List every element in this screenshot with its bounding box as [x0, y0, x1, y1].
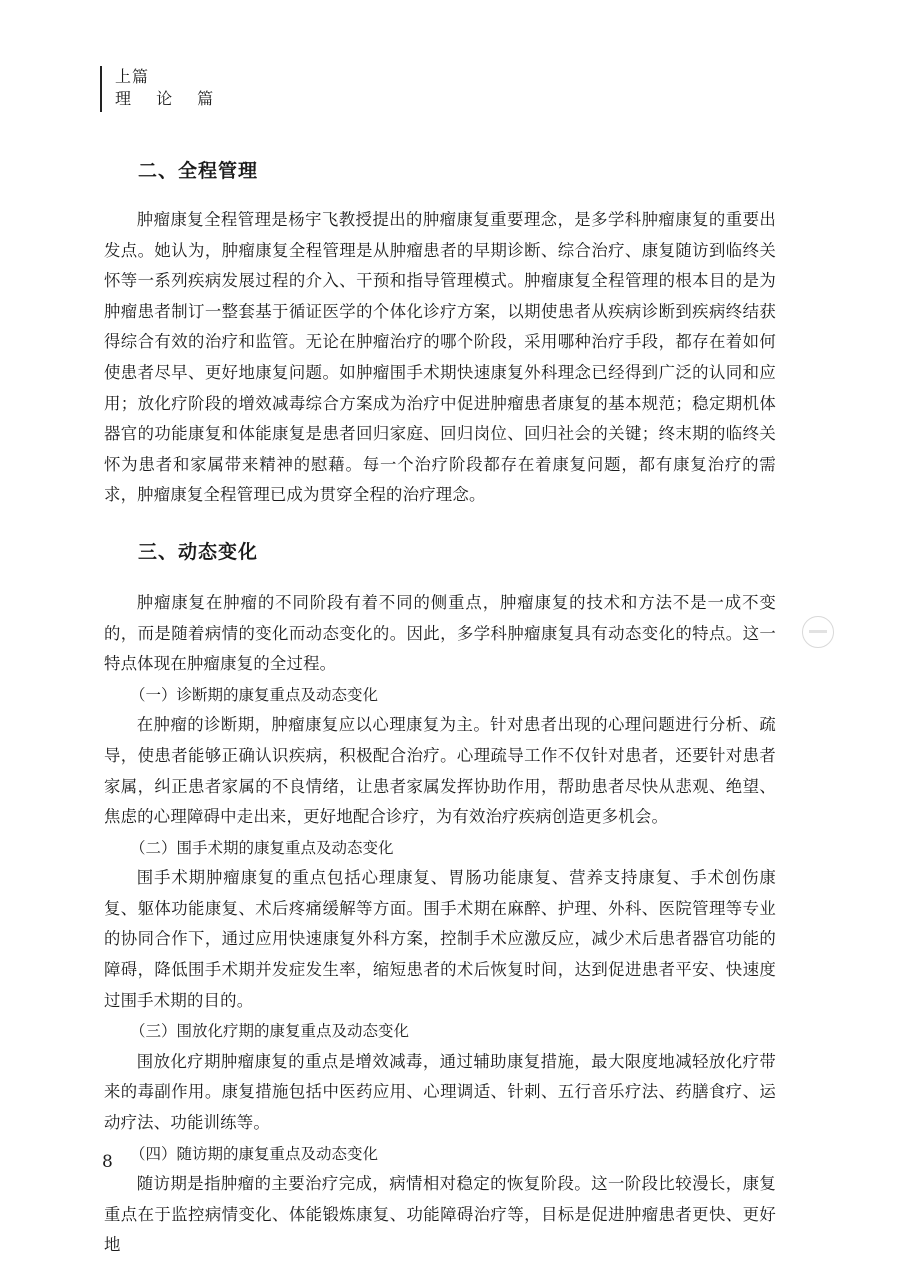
- section-paragraph: 肿瘤康复在肿瘤的不同阶段有着不同的侧重点，肿瘤康复的技术和方法不是一成不变的，而是随着病情的变化而动态变化的。因此，多学科肿瘤康复具有动态变化的特点。这一特点体现在肿瘤康复的全过程。: [104, 592, 776, 674]
- subsection-paragraph: 围放化疗期肿瘤康复的重点是增效减毒，通过辅助康复措施，最大限度地减轻放化疗带来的毒副作用。康复措施包括中医药应用、心理调适、针刺、五行音乐疗法、药膳食疗、运动疗法、功能训练等。: [104, 1051, 776, 1133]
- subsection-paragraph: 在肿瘤的诊断期，肿瘤康复应以心理康复为主。针对患者出现的心理问题进行分析、疏导，使患者能够正确认识疾病，积极配合治疗。心理疏导工作不仅针对患者，还要针对患者家属，纠正患者家属的不良情绪，让患者家属发挥协助作用，帮助患者尽快从悲观、绝望、焦虑的心理障碍中走出来，更好地配合诊疗，为有效治疗疾病创造更多机会。: [104, 715, 776, 827]
- subsection-heading-radio-chemotherapy: （三）围放化疗期的康复重点及动态变化: [130, 1022, 410, 1041]
- subsection-paragraph: 随访期是指肿瘤的主要治疗完成，病情相对稳定的恢复阶段。这一阶段比较漫长，康复重点在于监控病情变化、体能锻炼康复、功能障碍治疗等，目标是促进肿瘤患者更快、更好地: [104, 1174, 776, 1255]
- section-heading-dynamic-change: 三、动态变化: [138, 540, 259, 563]
- subsection-heading-follow-up: （四）随访期的康复重点及动态变化: [130, 1144, 379, 1163]
- header-part-label: 上篇: [115, 67, 150, 86]
- section-heading-full-process-management: 二、全程管理: [138, 160, 259, 182]
- publisher-stamp-icon: [802, 616, 834, 648]
- page-body: [104, 152, 776, 1261]
- page-number: 8: [102, 1152, 113, 1172]
- subsection-heading-perioperative: （二）围手术期的康复重点及动态变化: [130, 838, 394, 857]
- section-paragraph: 肿瘤康复全程管理是杨宇飞教授提出的肿瘤康复重要理念，是多学科肿瘤康复的重要出发点。她认为，肿瘤康复全程管理是从肿瘤患者的早期诊断、综合治疗、康复随访到临终关怀等一系列疾病发展过程的介入、干预和指导管理模式。肿瘤康复全程管理的根本目的是为肿瘤患者制订一整套基于循证医学的个体化诊疗方案，以期使患者从疾病诊断到疾病终结获得综合有效的治疗和监管。无论在肿瘤治疗的哪个阶段，采用哪种治疗手段，都存在着如何使患者尽早、更好地康复问题。如肿瘤围手术期快速康复外科理念已经得到广泛的认同和应用；放化疗阶段的增效减毒综合方案成为治疗中促进肿瘤患者康复的基本规范；稳定期机体器官的功能康复和体能康复是患者回归家庭、回归岗位、回归社会的关键；终末期的临终关怀为患者和家属带来精神的慰藉。每一个治疗阶段都存在着康复问题，都有康复治疗的需求，肿瘤康复全程管理已成为贯穿全程的治疗理念。: [104, 210, 776, 505]
- subsection-paragraph: 围手术期肿瘤康复的重点包括心理康复、胃肠功能康复、营养支持康复、手术创伤康复、躯体功能康复、术后疼痛缓解等方面。围手术期在麻醉、护理、外科、医院管理等专业的协同合作下，通过应用快速康复外科方案，控制手术应激反应，减少术后患者器官功能的障碍，降低围手术期并发症发生率，缩短患者的术后恢复时间，达到促进患者平安、快速度过围手术期的目的。: [104, 868, 776, 1010]
- subsection-heading-diagnosis: （一）诊断期的康复重点及动态变化: [130, 685, 379, 704]
- running-header: [100, 66, 223, 112]
- header-part-name: 理 论 篇: [115, 89, 224, 108]
